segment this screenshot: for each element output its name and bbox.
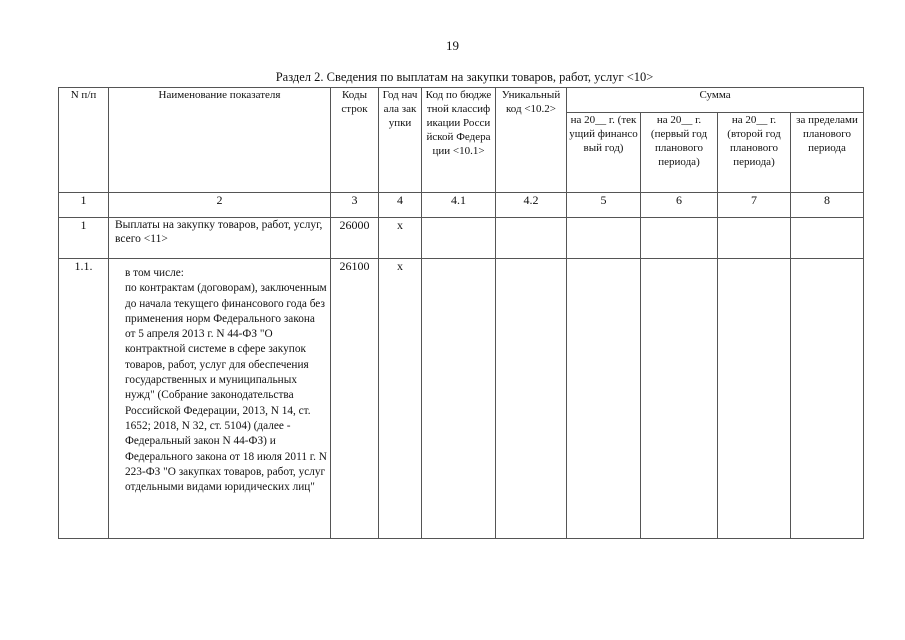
row-sum-first[interactable] xyxy=(641,259,718,539)
row-year: x xyxy=(379,259,422,539)
column-number: 1 xyxy=(59,193,109,218)
row-unique-code[interactable] xyxy=(496,259,567,539)
row-budget-code[interactable] xyxy=(422,218,496,259)
row-code: 26100 xyxy=(331,259,379,539)
column-number: 4.2 xyxy=(496,193,567,218)
column-number: 6 xyxy=(641,193,718,218)
row-sum-beyond[interactable] xyxy=(791,259,864,539)
row-sum-second[interactable] xyxy=(718,218,791,259)
column-number: 7 xyxy=(718,193,791,218)
header-year: Год начала закупки xyxy=(379,88,422,193)
header-sum-current: на 20__ г. (текущий финансовый год) xyxy=(567,113,641,193)
payments-table xyxy=(58,87,864,539)
header-budget-code: Код по бюджетной классификации Российской Федерации <10.1> xyxy=(422,88,496,193)
row-name xyxy=(109,259,331,539)
row-sum-second[interactable] xyxy=(718,259,791,539)
column-number: 3 xyxy=(331,193,379,218)
header-sum-second: на 20__ г. (второй год планового периода) xyxy=(718,113,791,193)
column-number: 4.1 xyxy=(422,193,496,218)
row-name-text: по контрактам (договорам), заключенным до начала текущего финансового года без применения норм Федерального закона от 5 апреля 2013 г. N 44-ФЗ "О контрактной системе в сфере закупок товаров, работ, услуг для обеспечения государственных и муниципальных нужд" (Собрание законодательства Российской Федерации, 2013, N 14, ст. 1652; 2018, N 32, ст. 5104) (далее - Федеральный закон N 44-ФЗ) и Федерального закона от 18 июля 2011 г. N 223-ФЗ "О закупках товаров, работ, услуг отдельными видами юридических лиц" xyxy=(125,282,327,494)
header-unique-code: Уникальный код <10.2> xyxy=(496,88,567,193)
row-sum-beyond[interactable] xyxy=(791,218,864,259)
row-code: 26000 xyxy=(331,218,379,259)
header-sum-first: на 20__ г. (первый год планового периода) xyxy=(641,113,718,193)
column-number: 4 xyxy=(379,193,422,218)
column-number: 8 xyxy=(791,193,864,218)
section-title: Раздел 2. Сведения по выплатам на закупки товаров, работ, услуг <10> xyxy=(275,70,654,84)
row-sum-current[interactable] xyxy=(567,218,641,259)
header-sum: Сумма xyxy=(567,88,864,113)
table-row xyxy=(59,218,864,259)
row-name-prefix: в том числе: xyxy=(125,267,184,279)
row-num: 1 xyxy=(59,218,109,259)
header-name: Наименование показателя xyxy=(109,88,331,193)
header-num: N п/п xyxy=(59,88,109,193)
row-year: x xyxy=(379,218,422,259)
table-row xyxy=(59,259,864,539)
row-name: Выплаты на закупку товаров, работ, услуг, всего <11> xyxy=(109,218,331,259)
column-number: 5 xyxy=(567,193,641,218)
row-sum-first[interactable] xyxy=(641,218,718,259)
row-num: 1.1. xyxy=(59,259,109,539)
page-number: 19 xyxy=(446,38,459,53)
row-budget-code[interactable] xyxy=(422,259,496,539)
column-number: 2 xyxy=(109,193,331,218)
header-sum-beyond: за пределами планового периода xyxy=(791,113,864,193)
column-number-row xyxy=(59,193,864,218)
header-codes: Коды строк xyxy=(331,88,379,193)
row-sum-current[interactable] xyxy=(567,259,641,539)
row-unique-code[interactable] xyxy=(496,218,567,259)
